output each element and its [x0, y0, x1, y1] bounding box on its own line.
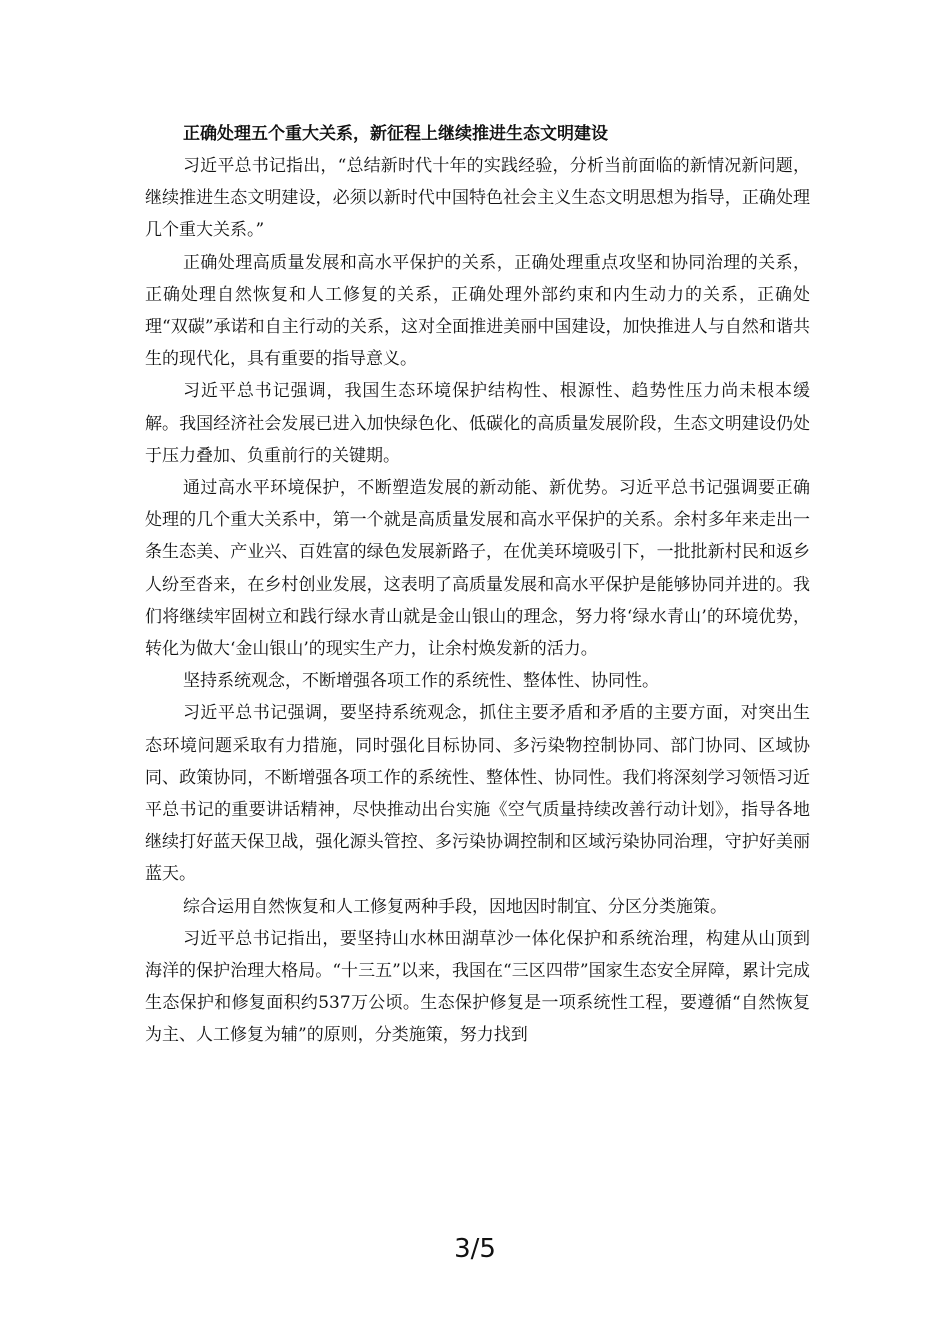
paragraph-6: 习近平总书记强调，要坚持系统观念，抓住主要矛盾和矛盾的主要方面，对突出生态环境问题采取有力措施，同时强化目标协同、多污染物控制协同、部门协同、区域协同、政策协同，不断增强各项工作的系统性、整体性、协同性。我们将深刻学习领悟习近平总书记的重要讲话精神，尽快推动出台实施《空气质量持续改善行动计划》，指导各地继续打好蓝天保卫战，强化源头管控、多污染协调控制和区域污染协同治理，守护好美丽蓝天。	[145, 703, 810, 885]
paragraph-7: 综合运用自然恢复和人工修复两种手段，因地因时制宜、分区分类施策。	[183, 896, 727, 917]
page-number: 3/5	[454, 1234, 496, 1264]
paragraph-2: 正确处理高质量发展和高水平保护的关系，正确处理重点攻坚和协同治理的关系，正确处理自然恢复和人工修复的关系，正确处理外部约束和内生动力的关系，正确处理“双碳”承诺和自主行动的关系，这对全面推进美丽中国建设，加快推进人与自然和谐共生的现代化，具有重要的指导意义。	[145, 252, 810, 370]
paragraph-3: 习近平总书记强调，我国生态环境保护结构性、根源性、趋势性压力尚未根本缓解。我国经济社会发展已进入加快绿色化、低碳化的高质量发展阶段，生态文明建设仍处于压力叠加、负重前行的关键期。	[145, 381, 810, 466]
paragraph-4: 通过高水平环境保护，不断塑造发展的新动能、新优势。习近平总书记强调要正确处理的几个重大关系中，第一个就是高质量发展和高水平保护的关系。余村多年来走出一条生态美、产业兴、百姓富的绿色发展新路子，在优美环境吸引下，一批批新村民和返乡人纷至沓来，在乡村创业发展，这表明了高质量发展和高水平保护是能够协同并进的。我们将继续牢固树立和践行绿水青山就是金山银山的理念，努力将‘绿水青山’的环境优势，转化为做大‘金山银山’的现实生产力，让余村焕发新的活力。	[145, 478, 810, 660]
paragraph-1: 习近平总书记指出，“总结新时代十年的实践经验，分析当前面临的新情况新问题，继续推进生态文明建设，必须以新时代中国特色社会主义生态文明思想为指导，正确处理几个重大关系。”	[145, 156, 810, 241]
paragraph-8: 习近平总书记指出，要坚持山水林田湖草沙一体化保护和系统治理，构建从山顶到海洋的保护治理大格局。“十三五”以来，我国在“三区四带”国家生态安全屏障，累计完成生态保护和修复面积约537万公顷。生态保护修复是一项系统性工程，要遵循“自然恢复为主、人工修复为辅”的原则，分类施策，努力找到	[145, 928, 810, 1046]
paragraph-5: 坚持系统观念，不断增强各项工作的系统性、整体性、协同性。	[183, 671, 659, 692]
section-heading: 正确处理五个重大关系，新征程上继续推进生态文明建设	[183, 124, 608, 144]
document-page	[145, 118, 810, 1052]
